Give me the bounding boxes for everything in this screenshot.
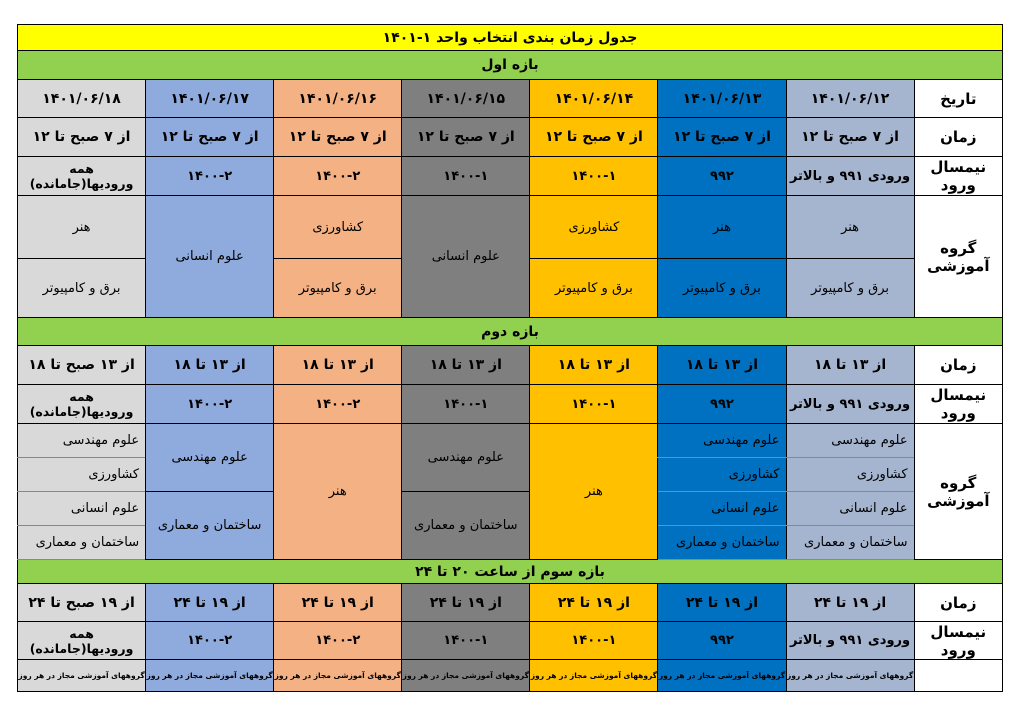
time-cell: از ۱۹ تا ۲۴: [146, 584, 274, 622]
note-cell: گروههای آموزشی مجاز در هر روز: [658, 660, 786, 692]
group-cell: ساختمان و معماری: [402, 492, 530, 560]
group-cell: هنر: [274, 424, 402, 560]
group-cell: برق و کامپیوتر: [274, 259, 402, 318]
time-cell: از ۱۳ تا ۱۸: [146, 346, 274, 385]
semester-cell: ۱۴۰۰-۲: [146, 622, 274, 660]
schedule-table: [17, 24, 1003, 692]
semester-cell: ۱۴۰۰-۲: [146, 385, 274, 424]
group-cell: ساختمان و معماری: [146, 492, 274, 560]
time-cell: از ۱۳ تا ۱۸: [402, 346, 530, 385]
group-cell: ساختمان و معماری: [658, 526, 786, 560]
note-cell: گروههای آموزشی مجاز در هر روز: [402, 660, 530, 692]
group-cell: کشاورزی: [18, 458, 146, 492]
date-cell: ۱۴۰۱/۰۶/۱۸: [18, 80, 146, 118]
semester-cell: ۹۹۲: [658, 622, 786, 660]
semester-cell: ۱۴۰۰-۲: [274, 385, 402, 424]
row-label-date: تاریخ: [914, 80, 1002, 118]
note-cell: گروههای آموزشی مجاز در هر روز: [274, 660, 402, 692]
note-cell: گروههای آموزشی مجاز در هر روز: [18, 660, 146, 692]
group-cell: علوم مهندسی: [786, 424, 914, 458]
group-cell: علوم مهندسی: [402, 424, 530, 492]
semester-cell: ۱۴۰۰-۱: [402, 385, 530, 424]
semester-cell: ورودی ۹۹۱ و بالاتر: [786, 385, 914, 424]
group-cell: هنر: [530, 424, 658, 560]
semester-cell: ورودی ۹۹۱ و بالاتر: [786, 622, 914, 660]
group-cell: کشاورزی: [530, 196, 658, 259]
group-cell: علوم انسانی: [18, 492, 146, 526]
time-cell: از ۷ صبح تا ۱۲: [786, 118, 914, 157]
group-cell: علوم انسانی: [146, 196, 274, 318]
date-cell: ۱۴۰۱/۰۶/۱۷: [146, 80, 274, 118]
group-cell: علوم انسانی: [786, 492, 914, 526]
semester-cell: ۱۴۰۰-۱: [530, 157, 658, 196]
row-label-time: زمان: [914, 346, 1002, 385]
time-cell: از ۷ صبح تا ۱۲: [146, 118, 274, 157]
row-label-time: زمان: [914, 584, 1002, 622]
row-label-group: گروه آموزشی: [914, 196, 1002, 318]
group-cell: کشاورزی: [658, 458, 786, 492]
group-cell: علوم مهندسی: [146, 424, 274, 492]
row-label-semester: نیمسال ورود: [914, 157, 1002, 196]
row-label-semester: نیمسال ورود: [914, 622, 1002, 660]
page-title: جدول زمان بندی انتخاب واحد ۱-۱۴۰۱: [18, 25, 1003, 51]
group-cell: هنر: [18, 196, 146, 259]
date-cell: ۱۴۰۱/۰۶/۱۳: [658, 80, 786, 118]
group-cell: برق و کامپیوتر: [18, 259, 146, 318]
group-cell: علوم انسانی: [402, 196, 530, 318]
date-cell: ۱۴۰۱/۰۶/۱۵: [402, 80, 530, 118]
time-cell: از ۱۹ تا ۲۴: [402, 584, 530, 622]
semester-cell: ۱۴۰۰-۱: [402, 157, 530, 196]
group-cell: هنر: [658, 196, 786, 259]
row-label-semester: نیمسال ورود: [914, 385, 1002, 424]
group-cell: ساختمان و معماری: [786, 526, 914, 560]
time-cell: از ۱۹ تا ۲۴: [658, 584, 786, 622]
time-cell: از ۱۹ صبح تا ۲۴: [18, 584, 146, 622]
group-cell: برق و کامپیوتر: [658, 259, 786, 318]
semester-cell: ۱۴۰۰-۲: [274, 157, 402, 196]
semester-cell: همه ورودیها(جامانده): [18, 385, 146, 424]
group-cell: کشاورزی: [786, 458, 914, 492]
semester-cell: همه ورودیها(جامانده): [18, 622, 146, 660]
group-cell: برق و کامپیوتر: [786, 259, 914, 318]
time-cell: از ۱۳ تا ۱۸: [274, 346, 402, 385]
group-cell: علوم مهندسی: [658, 424, 786, 458]
row-label-time: زمان: [914, 118, 1002, 157]
note-cell: گروههای آموزشی مجاز در هر روز: [786, 660, 914, 692]
group-cell: علوم مهندسی: [18, 424, 146, 458]
semester-cell: ۹۹۲: [658, 157, 786, 196]
time-cell: از ۷ صبح تا ۱۲: [658, 118, 786, 157]
time-cell: از ۱۹ تا ۲۴: [274, 584, 402, 622]
date-cell: ۱۴۰۱/۰۶/۱۲: [786, 80, 914, 118]
date-cell: ۱۴۰۱/۰۶/۱۶: [274, 80, 402, 118]
group-cell: هنر: [786, 196, 914, 259]
time-cell: از ۱۳ تا ۱۸: [530, 346, 658, 385]
empty-label-cell: [914, 660, 1002, 692]
semester-cell: ۱۴۰۰-۲: [146, 157, 274, 196]
time-cell: از ۱۹ تا ۲۴: [530, 584, 658, 622]
semester-cell: ورودی ۹۹۱ و بالاتر: [786, 157, 914, 196]
semester-cell: ۹۹۲: [658, 385, 786, 424]
time-cell: از ۷ صبح تا ۱۲: [18, 118, 146, 157]
note-cell: گروههای آموزشی مجاز در هر روز: [146, 660, 274, 692]
semester-cell: ۱۴۰۰-۱: [530, 385, 658, 424]
time-cell: از ۱۳ صبح تا ۱۸: [18, 346, 146, 385]
semester-cell: ۱۴۰۰-۱: [530, 622, 658, 660]
date-cell: ۱۴۰۱/۰۶/۱۴: [530, 80, 658, 118]
period-2-header: بازه دوم: [18, 318, 1003, 346]
time-cell: از ۱۳ تا ۱۸: [786, 346, 914, 385]
time-cell: از ۱۹ تا ۲۴: [786, 584, 914, 622]
row-label-group: گروه آموزشی: [914, 424, 1002, 560]
time-cell: از ۷ صبح تا ۱۲: [530, 118, 658, 157]
group-cell: برق و کامپیوتر: [530, 259, 658, 318]
group-cell: ساختمان و معماری: [18, 526, 146, 560]
time-cell: از ۷ صبح تا ۱۲: [274, 118, 402, 157]
group-cell: کشاورزی: [274, 196, 402, 259]
semester-cell: ۱۴۰۰-۲: [274, 622, 402, 660]
semester-cell: ۱۴۰۰-۱: [402, 622, 530, 660]
period-3-header: بازه سوم از ساعت ۲۰ تا ۲۴: [18, 560, 1003, 584]
note-cell: گروههای آموزشی مجاز در هر روز: [530, 660, 658, 692]
time-cell: از ۷ صبح تا ۱۲: [402, 118, 530, 157]
time-cell: از ۱۳ تا ۱۸: [658, 346, 786, 385]
semester-cell: همه ورودیها(جامانده): [18, 157, 146, 196]
group-cell: علوم انسانی: [658, 492, 786, 526]
period-1-header: بازه اول: [18, 51, 1003, 80]
